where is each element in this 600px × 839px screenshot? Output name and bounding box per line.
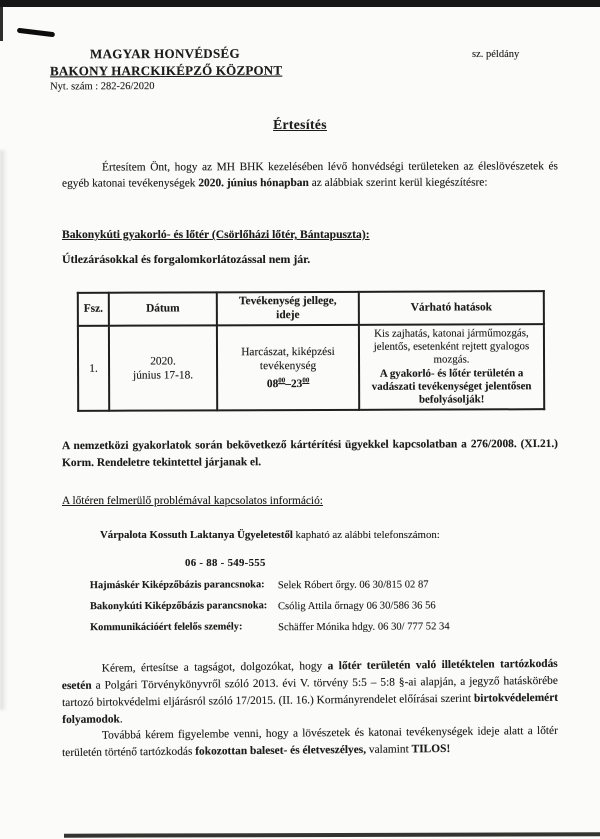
cell-activity-line1: Harcászat, kiképzési — [241, 345, 335, 358]
closing2-bold-danger: fokozottan baleset- és életveszélyes, — [195, 743, 367, 758]
cell-activity — [217, 325, 359, 411]
contact-list — [90, 578, 540, 643]
pen-mark — [17, 28, 55, 37]
activity-table — [77, 290, 545, 412]
time-min-end: 00 — [302, 375, 310, 384]
cell-activity-time — [266, 375, 310, 390]
cell-fsz: 1. — [78, 326, 109, 411]
time-min-start: 00 — [278, 375, 286, 384]
contact-row-hajmasker — [90, 578, 540, 601]
closing2-bold-forbidden: TILOS! — [411, 742, 451, 755]
contact-label: Kommunikációért felelős személy: — [90, 621, 243, 634]
scan-artifact-corner-sliver — [0, 7, 3, 41]
time-hour-start: 08 — [266, 377, 279, 390]
duty-office-rest: kapható az alábbi telefonszámon: — [292, 529, 440, 541]
intro-bold-month: 2020. június hónapban — [198, 176, 309, 189]
scan-artifact-top-bar — [0, 0, 600, 7]
closing1-pre: Kérem, értesítse a tagságot, dolgozókat, hogy — [101, 660, 328, 675]
cell-datum-line1: 2020. — [150, 355, 176, 368]
closing1-bold-trespass: a lőtér területén való illetéktelen tartózkodás esetén — [61, 657, 558, 693]
time-hour-end: 23 — [290, 377, 303, 390]
closing2-pre: Továbbá kérem figyelembe venni, hogy a lövészetek és katonai tevékenységek ideje alatt a lőtér területén történő tartózkodás — [62, 724, 558, 759]
effects-bold-text: A gyakorló- és lőtér területén a vadászati tevékenységet jelentősen befolyásolják! — [371, 366, 532, 406]
cell-datum — [109, 325, 217, 411]
col-header-datum: Dátum — [109, 292, 217, 325]
closing2-mid: valamint — [365, 742, 412, 756]
time-dash: – — [285, 377, 291, 390]
org-name: MAGYAR HONVÉDSÉG — [89, 45, 240, 62]
range-section-heading: Bakonykúti gyakorló- és lőtér (Csörlőházi lőtér, Bántapuszta): — [62, 228, 370, 241]
col-header-fsz: Fsz. — [78, 293, 109, 326]
copy-number-label: sz. példány — [472, 49, 520, 60]
traffic-note: Útlezárásokkal és forgalomkorlátozással nem jár. — [62, 252, 311, 266]
contact-row-communication — [90, 620, 540, 643]
cell-effects — [359, 324, 544, 410]
closing1-mid: a Polgári Törvénykönyvről szóló 2013. évi V. törvény 5:5 – 5:8 §-ai alapján, a jegyző hatáskörébe tartozó birtokvédelmi eljárásról szóló 17/2015. (II. 16.) Kormányrendelet előírásai szerint — [62, 674, 558, 709]
cell-datum-line2: június 17-18. — [132, 369, 194, 382]
cell-activity-line2: tevékenység — [259, 359, 317, 372]
effects-normal-text: Kis zajhatás, katonai járműmozgás, jelentős, esetenként rejtett gyalogos mozgás. — [373, 327, 530, 366]
org-unit-name: BAKONY HARCKIKÉPZŐ KÖZPONT — [49, 62, 283, 79]
scan-artifact-left-smudge — [0, 150, 7, 710]
intro-paragraph — [62, 159, 558, 191]
document-title: Értesítés — [273, 117, 327, 132]
table-row — [78, 324, 544, 411]
letterhead — [50, 46, 282, 93]
col-header-activity-line1: Tevékenység jellege, — [238, 294, 337, 308]
contact-label: Hajmáskér Kiképzőbázis parancsnoka: — [89, 579, 265, 592]
contact-row-bakonykuti — [90, 599, 540, 622]
intro-text-pre: Értesítem Önt, hogy az MH BHK kezelésében lévő honvédségi területeken az éleslövészetek és egyéb katonai tevékenységek — [62, 160, 558, 190]
duty-office-line — [100, 529, 440, 541]
intro-text-post: az alábbiak szerint kerül kiegészítésre: — [308, 176, 488, 189]
info-section-heading: A lőtéren felmerülő problémával kapcsolatos információ: — [62, 495, 323, 507]
duty-office-bold: Várpalota Kossuth Laktanya Ügyeletestől — [100, 529, 293, 541]
closing-paragraph-trespass — [62, 656, 559, 729]
scan-artifact-bottom-bar — [64, 832, 600, 837]
closing1-bold-protection: birtokvédelemért folyamodok — [62, 691, 559, 726]
closing1-post: . — [119, 713, 123, 726]
contact-value: Selek Róbert őrgy. 06 30/815 02 87 — [277, 579, 429, 592]
col-header-activity — [217, 292, 359, 325]
col-header-activity-line2: ideje — [276, 308, 300, 321]
col-header-effects: Várható hatások — [359, 291, 544, 325]
legal-note-paragraph: A nemzetközi gyakorlatok során bekövetkező kártérítési ügyekkel kapcsolatban a 276/2008. (XI.21.) Korm. Rendeletre tekintettel járjanak el. — [61, 437, 558, 469]
contact-value: Schäffer Mónika hdgy. 06 30/ 777 52 34 — [278, 621, 450, 634]
contact-label: Bakonykúti Kiképzőbázis parancsnoka: — [89, 600, 268, 613]
registry-number: Nyt. szám : 282-26/2020 — [50, 81, 155, 93]
duty-phone-number: 06 - 88 - 549-555 — [185, 557, 266, 569]
closing-paragraph-danger — [62, 723, 558, 761]
table-header-row — [78, 291, 544, 326]
contact-value: Csólig Attila őrnagy 06 30/586 36 56 — [277, 600, 436, 613]
